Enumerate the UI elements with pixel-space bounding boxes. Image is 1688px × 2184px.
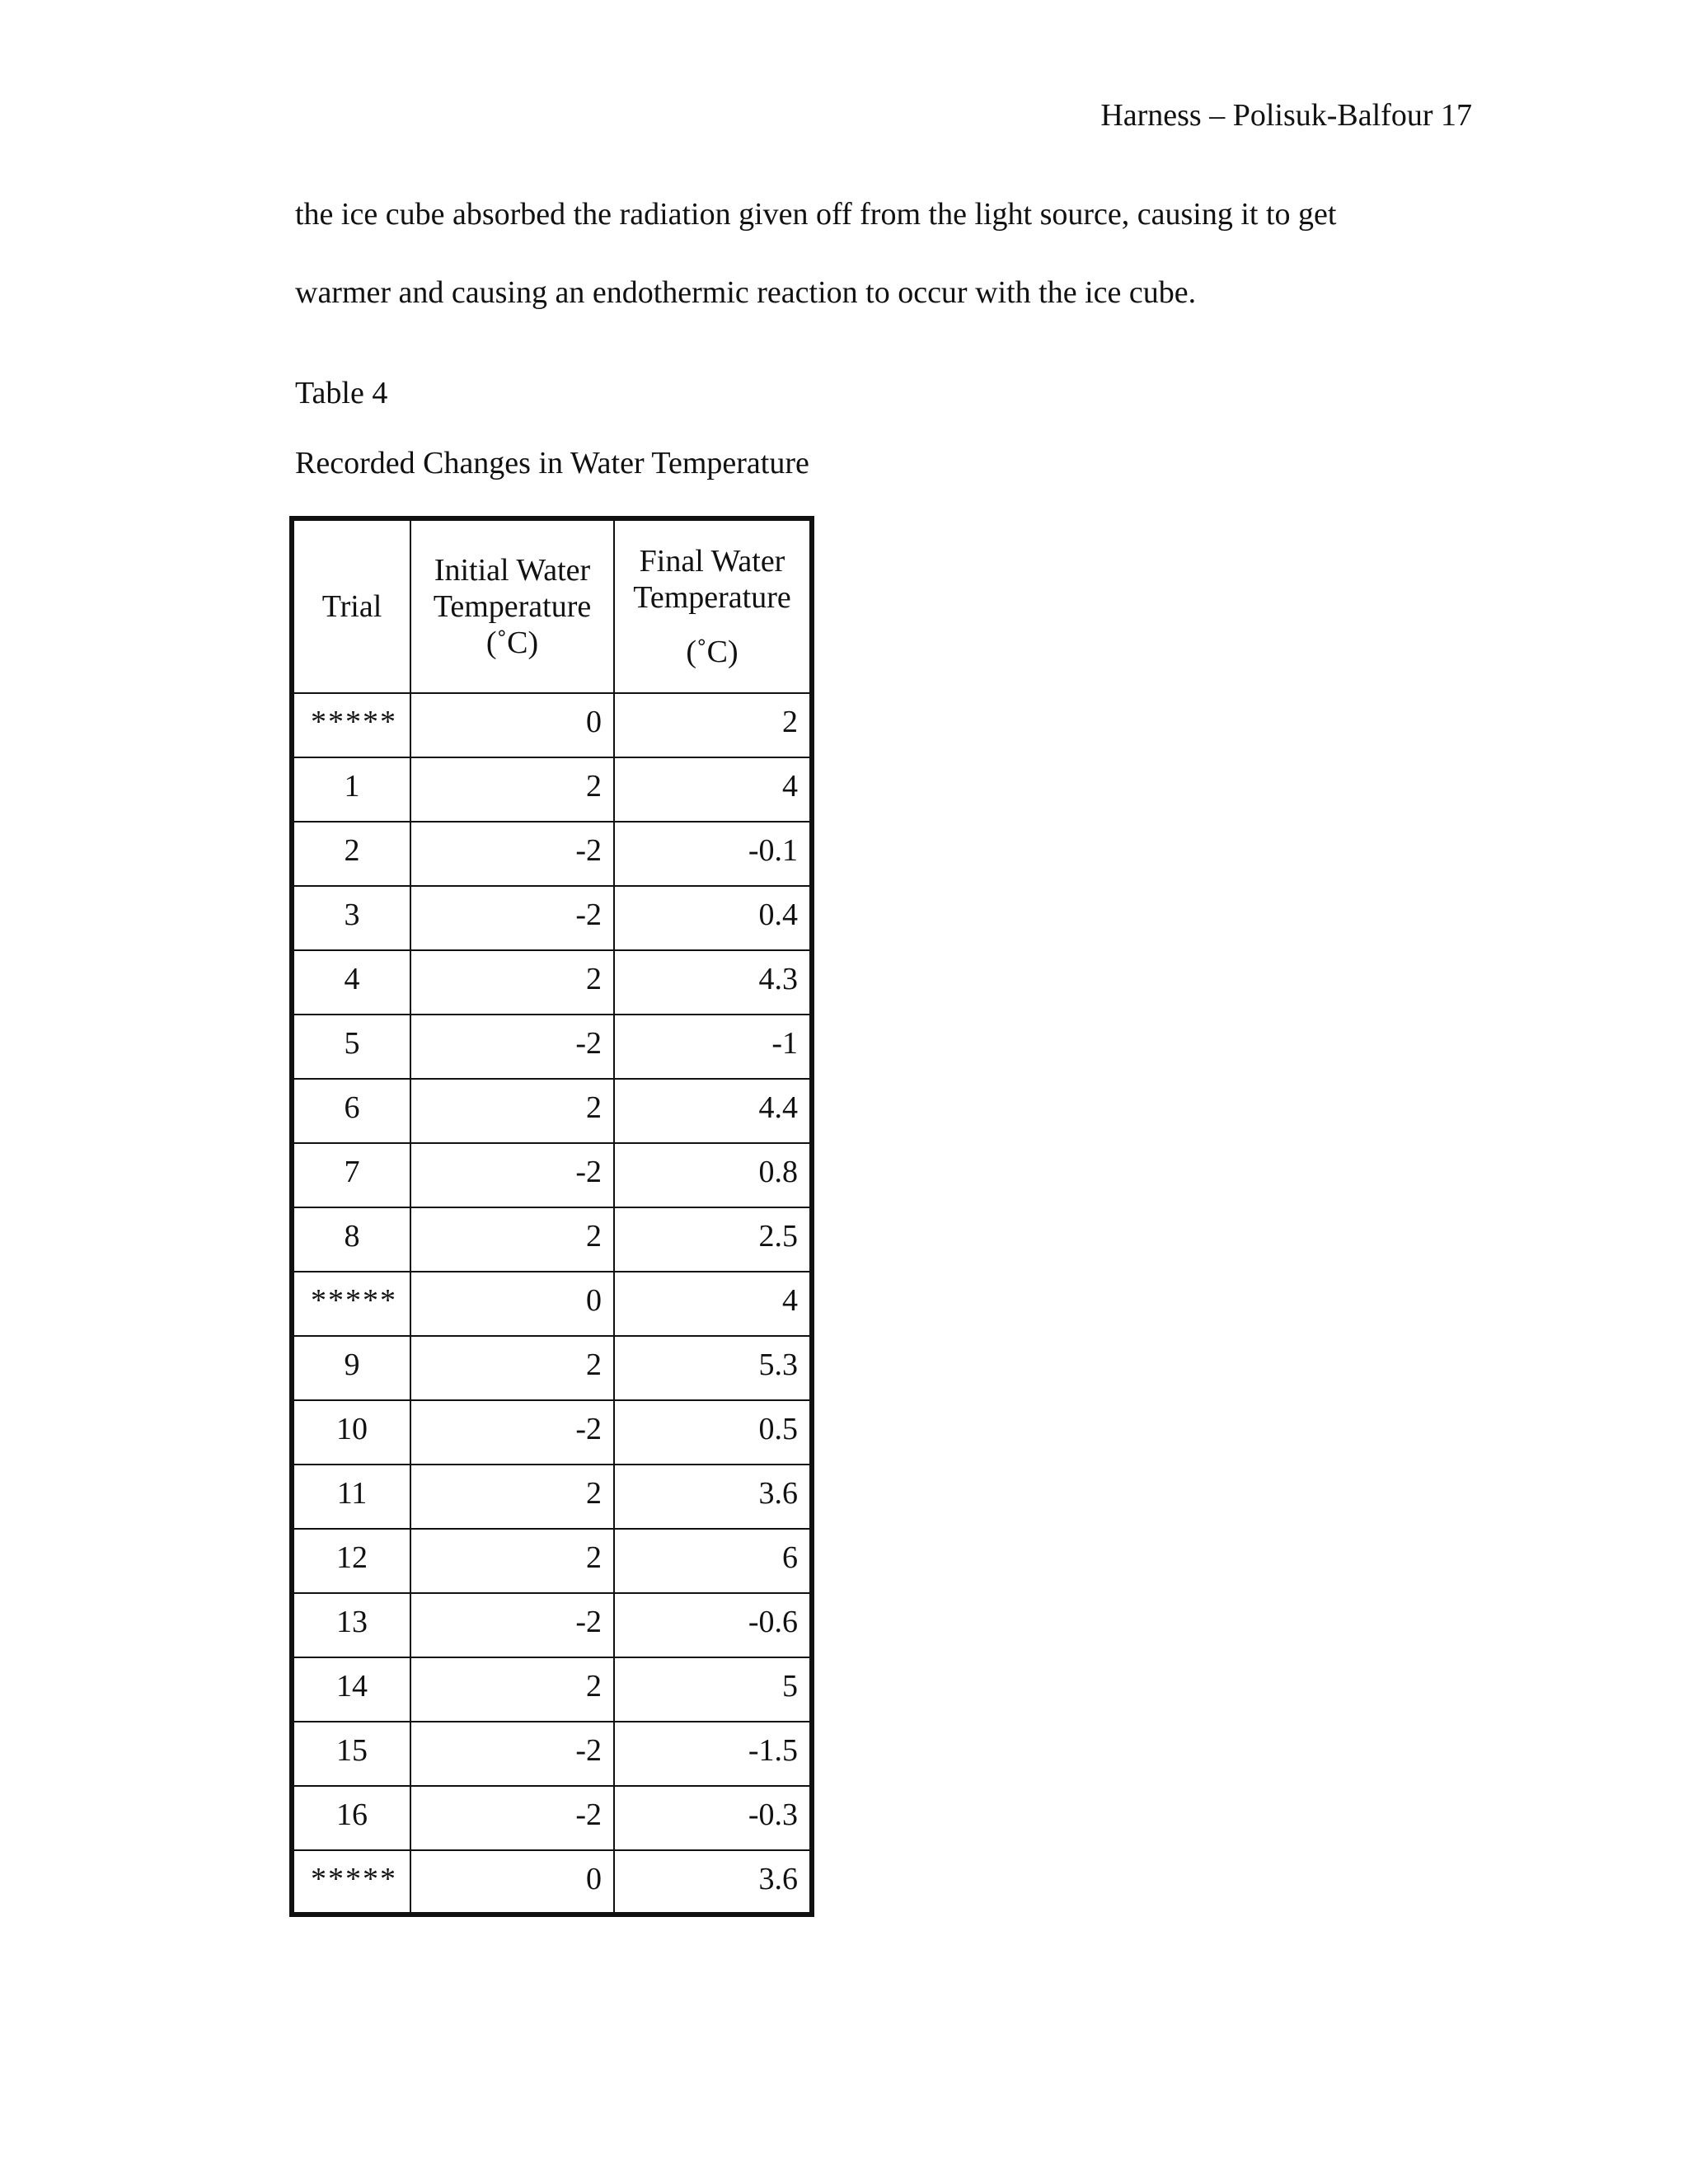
cell-final-temperature: 4 <box>614 757 812 822</box>
cell-trial: 3 <box>292 886 410 950</box>
cell-initial-temperature: -2 <box>410 1593 614 1657</box>
cell-final-temperature: 3.6 <box>614 1465 812 1529</box>
cell-final-temperature: 4.4 <box>614 1079 812 1143</box>
header-final-unit: (˚C) <box>686 635 738 669</box>
header-initial-line2: Temperature <box>433 589 592 624</box>
cell-final-temperature: -1.5 <box>614 1722 812 1786</box>
header-final-line2: Temperature <box>633 580 791 615</box>
table-row <box>292 1143 812 1207</box>
cell-initial-temperature: -2 <box>410 1015 614 1079</box>
table-row <box>292 1529 812 1593</box>
cell-initial-temperature: -2 <box>410 1400 614 1465</box>
table-number: Table 4 <box>295 376 388 410</box>
cell-trial: ***** <box>292 1850 410 1915</box>
header-final-temperature <box>614 518 812 693</box>
cell-initial-temperature: 0 <box>410 1850 614 1915</box>
cell-initial-temperature: 2 <box>410 757 614 822</box>
cell-final-temperature: 3.6 <box>614 1850 812 1915</box>
header-initial-temperature <box>410 518 614 693</box>
cell-initial-temperature: 2 <box>410 1657 614 1722</box>
table-body <box>292 693 812 1915</box>
body-text-line: warmer and causing an endothermic reaction to occur with the ice cube. <box>295 275 1197 310</box>
table-row <box>292 886 812 950</box>
table-row <box>292 1336 812 1400</box>
table-row <box>292 1593 812 1657</box>
cell-initial-temperature: 0 <box>410 693 614 757</box>
cell-trial: 6 <box>292 1079 410 1143</box>
header-final-line1: Final Water <box>639 544 785 579</box>
cell-final-temperature: 5.3 <box>614 1336 812 1400</box>
cell-trial: 4 <box>292 950 410 1015</box>
cell-final-temperature: -1 <box>614 1015 812 1079</box>
table-row <box>292 1722 812 1786</box>
table-title: Recorded Changes in Water Temperature <box>295 446 809 480</box>
cell-initial-temperature: 2 <box>410 1079 614 1143</box>
cell-initial-temperature: 2 <box>410 1207 614 1272</box>
cell-trial: 11 <box>292 1465 410 1529</box>
cell-initial-temperature: -2 <box>410 886 614 950</box>
cell-initial-temperature: -2 <box>410 1143 614 1207</box>
cell-initial-temperature: -2 <box>410 1786 614 1850</box>
cell-final-temperature: 5 <box>614 1657 812 1722</box>
cell-initial-temperature: 2 <box>410 950 614 1015</box>
cell-trial: 9 <box>292 1336 410 1400</box>
cell-final-temperature: -0.1 <box>614 822 812 886</box>
cell-trial: 1 <box>292 757 410 822</box>
cell-initial-temperature: -2 <box>410 822 614 886</box>
cell-trial: 7 <box>292 1143 410 1207</box>
table-row <box>292 693 812 757</box>
table-header-row <box>292 518 812 693</box>
cell-initial-temperature: 0 <box>410 1272 614 1336</box>
cell-initial-temperature: 2 <box>410 1465 614 1529</box>
cell-trial: 13 <box>292 1593 410 1657</box>
cell-final-temperature: 0.5 <box>614 1400 812 1465</box>
cell-trial: 16 <box>292 1786 410 1850</box>
table-row <box>292 757 812 822</box>
cell-final-temperature: 0.4 <box>614 886 812 950</box>
table-row <box>292 1272 812 1336</box>
cell-trial: 10 <box>292 1400 410 1465</box>
table-row <box>292 1850 812 1915</box>
table-row <box>292 1465 812 1529</box>
water-temperature-table <box>289 516 814 1917</box>
cell-trial: 15 <box>292 1722 410 1786</box>
table-row <box>292 1015 812 1079</box>
cell-trial: 2 <box>292 822 410 886</box>
body-text-line: the ice cube absorbed the radiation given off from the light source, causing it to get <box>295 197 1337 232</box>
cell-final-temperature: 4.3 <box>614 950 812 1015</box>
cell-trial: ***** <box>292 1272 410 1336</box>
table-row <box>292 1786 812 1850</box>
cell-trial: 5 <box>292 1015 410 1079</box>
table-row <box>292 1207 812 1272</box>
header-initial-unit: (˚C) <box>485 626 539 660</box>
table-row <box>292 1400 812 1465</box>
header-trial <box>292 518 410 693</box>
cell-trial: ***** <box>292 693 410 757</box>
table-row <box>292 1079 812 1143</box>
cell-final-temperature: 2 <box>614 693 812 757</box>
cell-final-temperature: 2.5 <box>614 1207 812 1272</box>
cell-final-temperature: 6 <box>614 1529 812 1593</box>
header-initial-line1: Initial Water <box>434 553 591 588</box>
cell-final-temperature: 4 <box>614 1272 812 1336</box>
cell-trial: 12 <box>292 1529 410 1593</box>
cell-final-temperature: 0.8 <box>614 1143 812 1207</box>
cell-initial-temperature: 2 <box>410 1529 614 1593</box>
table-row <box>292 950 812 1015</box>
table-row <box>292 822 812 886</box>
cell-initial-temperature: 2 <box>410 1336 614 1400</box>
header-trial-label: Trial <box>321 589 382 624</box>
cell-trial: 8 <box>292 1207 410 1272</box>
cell-final-temperature: -0.6 <box>614 1593 812 1657</box>
table-row <box>292 1657 812 1722</box>
cell-initial-temperature: -2 <box>410 1722 614 1786</box>
cell-final-temperature: -0.3 <box>614 1786 812 1850</box>
running-head: Harness – Polisuk-Balfour 17 <box>1100 98 1472 133</box>
cell-trial: 14 <box>292 1657 410 1722</box>
